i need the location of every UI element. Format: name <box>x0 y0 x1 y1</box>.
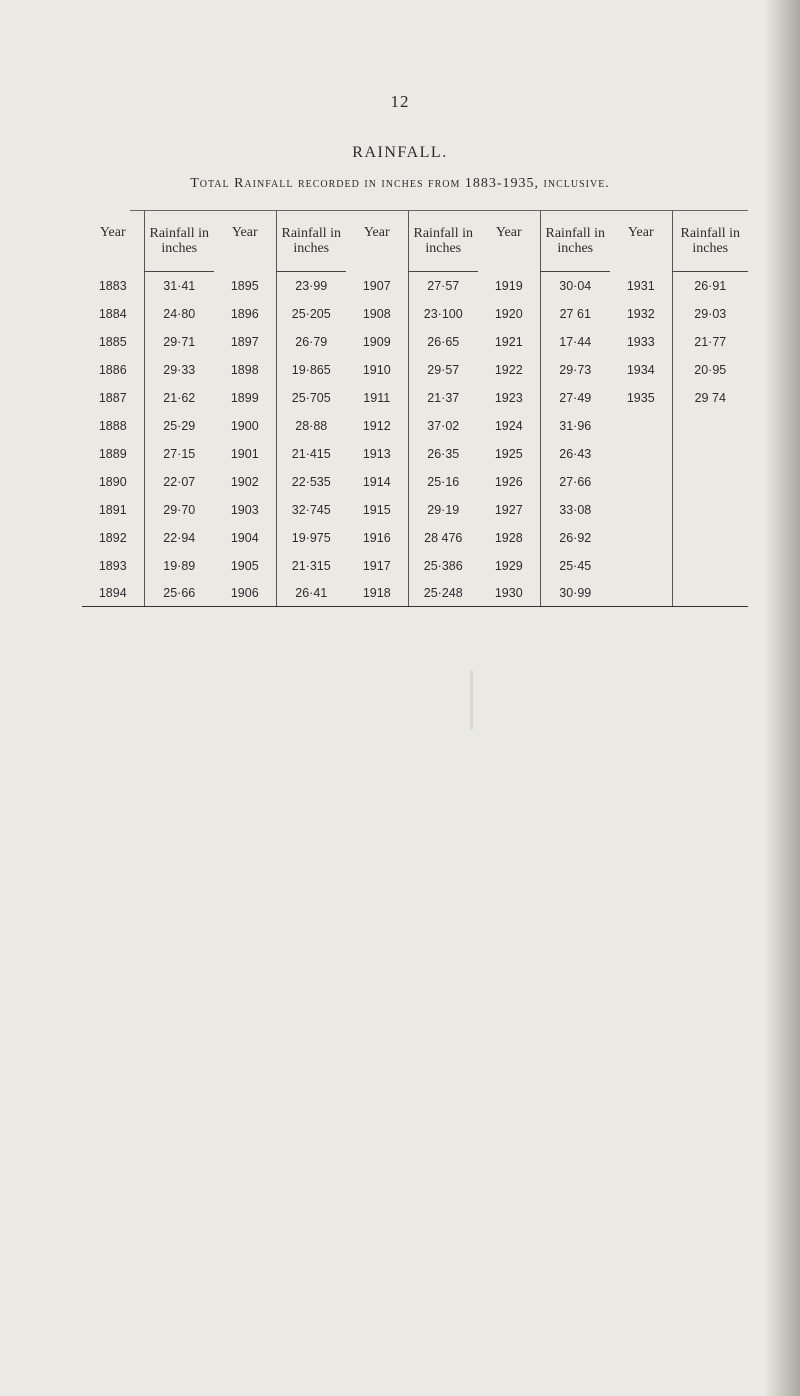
rainfall-cell: 25·16 <box>408 468 478 496</box>
table-row <box>82 328 748 356</box>
rainfall-cell <box>672 580 748 607</box>
rainfall-cell: 30·99 <box>540 580 610 607</box>
year-cell <box>610 524 672 552</box>
rainfall-cell: 27·15 <box>144 440 214 468</box>
year-cell <box>610 496 672 524</box>
year-cell: 1893 <box>98 559 127 573</box>
year-cell: 1915 <box>362 503 391 517</box>
rainfall-cell: 29·70 <box>144 496 214 524</box>
rainfall-cell: 21·415 <box>276 440 346 468</box>
rainfall-cell: 25·248 <box>408 580 478 607</box>
year-cell: 1905 <box>230 559 259 573</box>
rainfall-cell: 17·44 <box>540 328 610 356</box>
column-header-year: Year <box>495 224 522 240</box>
page-title: RAINFALL. <box>352 144 448 161</box>
rainfall-cell: 30·04 <box>540 272 610 301</box>
table-row <box>82 440 748 468</box>
year-cell: 1891 <box>98 503 127 517</box>
year-cell: 1901 <box>230 447 259 461</box>
year-cell: 1887 <box>98 391 127 405</box>
rainfall-cell: 21·62 <box>144 384 214 412</box>
rainfall-cell: 19·865 <box>276 356 346 384</box>
column-header-rainfall: Rainfall in inches <box>408 211 478 272</box>
rainfall-cell: 21·77 <box>672 328 748 356</box>
year-cell: 1902 <box>230 475 259 489</box>
rainfall-cell: 25·386 <box>408 552 478 580</box>
paper-smudge <box>470 670 473 730</box>
rainfall-cell: 26·79 <box>276 328 346 356</box>
table-row <box>82 272 748 301</box>
year-cell: 1900 <box>230 419 259 433</box>
year-cell: 1928 <box>494 531 523 545</box>
rainfall-cell: 21·37 <box>408 384 478 412</box>
rainfall-cell: 23·99 <box>276 272 346 301</box>
column-header-year: Year <box>231 224 258 240</box>
year-cell <box>610 552 672 580</box>
rainfall-cell: 26·91 <box>672 272 748 301</box>
year-cell <box>610 440 672 468</box>
year-cell: 1918 <box>346 580 408 607</box>
rainfall-cell: 31·41 <box>144 272 214 301</box>
rainfall-cell: 29·03 <box>672 300 748 328</box>
rainfall-cell <box>672 468 748 496</box>
year-cell: 1935 <box>626 391 655 405</box>
year-cell: 1899 <box>230 391 259 405</box>
year-cell: 1926 <box>494 475 523 489</box>
year-cell: 1906 <box>214 580 276 607</box>
year-cell: 1908 <box>362 307 391 321</box>
rainfall-cell: 22·07 <box>144 468 214 496</box>
table-row <box>82 580 748 607</box>
column-header-year: Year <box>627 224 654 240</box>
year-cell: 1919 <box>494 278 523 293</box>
rainfall-cell <box>672 552 748 580</box>
year-cell: 1933 <box>626 335 655 349</box>
year-cell <box>610 580 672 607</box>
rainfall-cell: 26·65 <box>408 328 478 356</box>
rainfall-cell: 29·71 <box>144 328 214 356</box>
table-row <box>82 356 748 384</box>
rainfall-cell: 25·205 <box>276 300 346 328</box>
table-row <box>82 496 748 524</box>
year-cell: 1922 <box>494 363 523 377</box>
rainfall-cell: 32·745 <box>276 496 346 524</box>
year-cell: 1909 <box>362 335 391 349</box>
rainfall-cell: 25·705 <box>276 384 346 412</box>
year-cell: 1890 <box>98 475 127 489</box>
year-cell: 1929 <box>494 559 523 573</box>
year-cell: 1894 <box>82 580 144 607</box>
year-cell: 1912 <box>362 419 391 433</box>
table-row <box>82 524 748 552</box>
table-row <box>82 300 748 328</box>
rainfall-cell: 27 61 <box>540 300 610 328</box>
year-cell: 1904 <box>230 531 259 545</box>
table-row <box>82 384 748 412</box>
year-cell: 1895 <box>230 278 259 293</box>
rainfall-cell <box>672 496 748 524</box>
rainfall-cell: 24·80 <box>144 300 214 328</box>
year-cell: 1888 <box>98 419 127 433</box>
rainfall-cell: 27·57 <box>408 272 478 301</box>
rainfall-cell: 29·73 <box>540 356 610 384</box>
rainfall-cell: 23·100 <box>408 300 478 328</box>
table-caption: Total Rainfall recorded in inches from 1883-1935, inclusive. <box>190 176 610 191</box>
rainfall-cell: 20·95 <box>672 356 748 384</box>
column-header-rainfall: Rainfall in inches <box>672 211 748 272</box>
rainfall-cell: 26·35 <box>408 440 478 468</box>
year-cell: 1911 <box>363 391 391 405</box>
year-cell: 1896 <box>230 307 259 321</box>
year-cell: 1925 <box>494 447 523 461</box>
page-number: 12 <box>390 92 410 111</box>
rainfall-table <box>82 211 748 607</box>
rainfall-cell: 29·19 <box>408 496 478 524</box>
year-cell: 1932 <box>626 307 655 321</box>
rainfall-cell: 27·49 <box>540 384 610 412</box>
year-cell: 1910 <box>362 363 391 377</box>
column-header-rainfall: Rainfall in inches <box>540 211 610 272</box>
rainfall-cell <box>672 524 748 552</box>
rainfall-cell: 29·33 <box>144 356 214 384</box>
rainfall-cell <box>672 412 748 440</box>
rainfall-cell: 26·41 <box>276 580 346 607</box>
rainfall-cell <box>672 440 748 468</box>
column-header-rainfall: Rainfall in inches <box>276 211 346 272</box>
year-cell: 1889 <box>98 447 127 461</box>
year-cell: 1884 <box>98 307 127 321</box>
year-cell: 1886 <box>98 363 127 377</box>
rainfall-cell: 25·45 <box>540 552 610 580</box>
table-header-row <box>82 211 748 272</box>
year-cell: 1934 <box>626 363 655 377</box>
year-cell: 1927 <box>494 503 523 517</box>
rainfall-cell: 22·94 <box>144 524 214 552</box>
year-cell: 1921 <box>494 335 523 349</box>
year-cell <box>610 412 672 440</box>
year-cell: 1923 <box>494 391 523 405</box>
year-cell: 1913 <box>362 447 391 461</box>
rainfall-cell: 28·88 <box>276 412 346 440</box>
rainfall-cell: 27·66 <box>540 468 610 496</box>
rainfall-cell: 26·43 <box>540 440 610 468</box>
rainfall-cell: 21·315 <box>276 552 346 580</box>
year-cell: 1924 <box>494 419 523 433</box>
rainfall-cell: 31·96 <box>540 412 610 440</box>
rainfall-cell: 25·29 <box>144 412 214 440</box>
rainfall-cell: 29 74 <box>672 384 748 412</box>
year-cell: 1883 <box>98 278 127 293</box>
year-cell: 1917 <box>362 559 391 573</box>
table-row <box>82 412 748 440</box>
year-cell <box>610 468 672 496</box>
rainfall-cell: 28 476 <box>408 524 478 552</box>
year-cell: 1897 <box>230 335 259 349</box>
year-cell: 1892 <box>98 531 127 545</box>
year-cell: 1930 <box>478 580 540 607</box>
year-cell: 1898 <box>230 363 259 377</box>
year-cell: 1903 <box>230 503 259 517</box>
page-edge-shadow <box>764 0 800 1396</box>
column-header-year: Year <box>363 224 390 240</box>
year-cell: 1931 <box>626 278 655 293</box>
table-row <box>82 552 748 580</box>
year-cell: 1920 <box>494 307 523 321</box>
column-header-rainfall: Rainfall in inches <box>144 211 214 272</box>
rainfall-cell: 25·66 <box>144 580 214 607</box>
rainfall-cell: 26·92 <box>540 524 610 552</box>
year-cell: 1916 <box>362 531 391 545</box>
rainfall-cell: 22·535 <box>276 468 346 496</box>
year-cell: 1885 <box>98 335 127 349</box>
rainfall-cell: 37·02 <box>408 412 478 440</box>
rainfall-cell: 29·57 <box>408 356 478 384</box>
rainfall-cell: 33·08 <box>540 496 610 524</box>
table-body <box>82 272 748 607</box>
table-row <box>82 468 748 496</box>
year-cell: 1914 <box>362 475 391 489</box>
rainfall-cell: 19·89 <box>144 552 214 580</box>
rainfall-cell: 19·975 <box>276 524 346 552</box>
column-header-year: Year <box>99 224 126 240</box>
year-cell: 1907 <box>362 278 391 293</box>
